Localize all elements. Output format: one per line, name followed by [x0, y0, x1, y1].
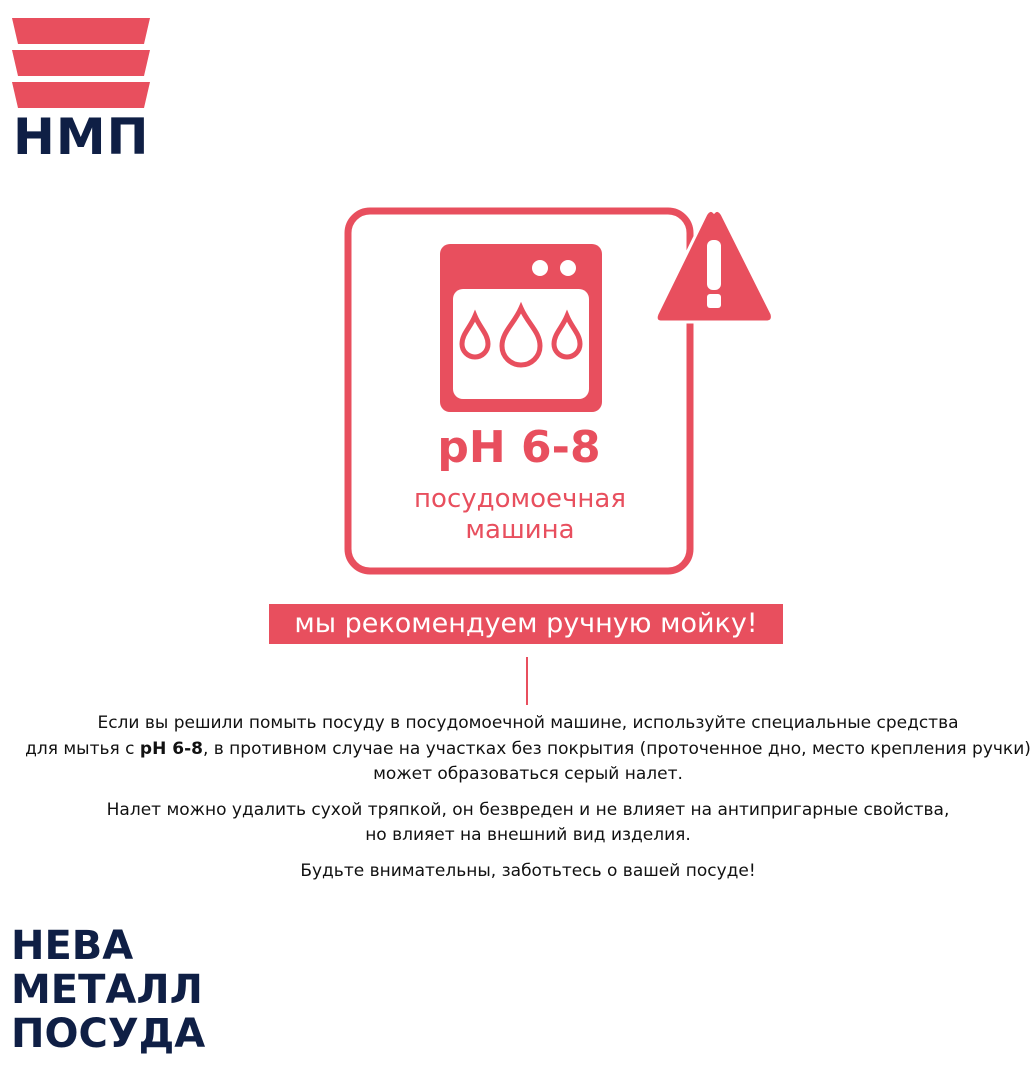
instructions-paragraph-1	[20, 711, 1036, 788]
recommendation-banner: мы рекомендуем ручную мойку!	[269, 604, 783, 644]
dishwasher-caption-line1: посудомоечная	[414, 484, 626, 514]
instructions-text	[20, 711, 1036, 894]
brand-name	[11, 924, 205, 1056]
instructions-line-suffix: , в противном случае на участках без покрытия (проточенное дно, место крепления ручки)	[202, 738, 1031, 759]
instructions-line: Если вы решили помыть посуду в посудомоечной машине, используйте специальные средства	[97, 713, 959, 733]
dishwasher-icon	[440, 244, 602, 412]
brand-name-line3: ПОСУДА	[11, 1011, 206, 1057]
instructions-line-prefix: для мытья с	[25, 738, 140, 759]
dishwasher-caption	[360, 484, 680, 546]
instructions-line: но влияет на внешний вид изделия.	[365, 825, 691, 845]
warning-triangle-icon	[652, 206, 776, 326]
instructions-paragraph-3	[20, 859, 1036, 885]
instructions-line	[20, 737, 1036, 763]
logo-abbr: НМП	[13, 108, 150, 166]
instructions-paragraph-2	[20, 798, 1036, 849]
instructions-line: Будьте внимательны, заботьтесь о вашей посуде!	[300, 860, 756, 881]
ph-value: pH 6-8	[437, 422, 601, 473]
instructions-line: может образоваться серый налет.	[373, 764, 683, 784]
brand-name-line2: МЕТАЛЛ	[11, 967, 203, 1013]
instructions-line: Налет можно удалить сухой тряпкой, он безвреден и не влияет на антипригарные свойства,	[106, 799, 950, 820]
divider-line	[526, 657, 528, 705]
brand-name-line1: НЕВА	[11, 923, 134, 969]
ph-highlight: pH 6-8	[139, 738, 203, 759]
dishwasher-caption-line2: машина	[465, 515, 575, 545]
